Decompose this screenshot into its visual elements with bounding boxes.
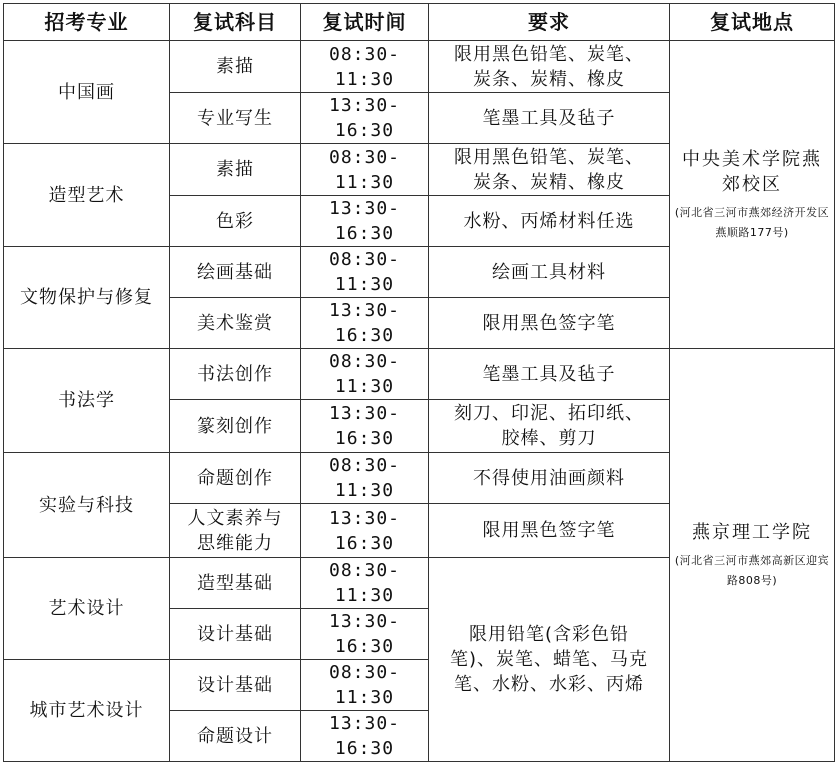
requirement-text: 绘画工具材料 <box>492 261 606 283</box>
subject-cell <box>170 504 301 558</box>
requirement-cell <box>429 349 670 400</box>
subject-text: 专业写生 <box>197 107 273 129</box>
subject-cell <box>170 711 301 762</box>
header-row <box>4 4 835 41</box>
time-cell: 08:30-11:30 <box>301 41 429 93</box>
subject-text: 色彩 <box>216 210 254 232</box>
subject-cell <box>170 144 301 196</box>
header-venue: 复试地点 <box>670 4 835 41</box>
requirement-text: 限用黑色铅笔、炭笔、炭条、炭精、橡皮 <box>454 43 644 90</box>
subject-text: 命题设计 <box>197 725 273 747</box>
subject-text: 造型基础 <box>197 572 273 594</box>
table-row <box>4 41 835 93</box>
subject-cell <box>170 400 301 453</box>
major-cell: 文物保护与修复 <box>4 247 170 349</box>
requirement-text: 限用黑色铅笔、炭笔、炭条、炭精、橡皮 <box>454 146 644 193</box>
subject-cell <box>170 558 301 609</box>
venue-address: (河北省三河市燕郊经济开发区燕顺路177号) <box>674 205 830 239</box>
requirement-cell <box>429 453 670 504</box>
time-cell: 08:30-11:30 <box>301 453 429 504</box>
venue-name: 中央美术学院燕郊校区 <box>682 148 822 195</box>
shared-requirement-cell <box>429 558 670 762</box>
requirement-cell <box>429 247 670 298</box>
header-time: 复试时间 <box>301 4 429 41</box>
time-cell: 08:30-11:30 <box>301 247 429 298</box>
time-cell: 08:30-11:30 <box>301 349 429 400</box>
major-cell: 实验与科技 <box>4 453 170 558</box>
subject-cell <box>170 453 301 504</box>
time-cell: 13:30-16:30 <box>301 400 429 453</box>
venue-address: (河北省三河市燕郊高新区迎宾路808号) <box>674 553 830 587</box>
subject-text: 素描 <box>216 159 254 180</box>
subject-cell <box>170 609 301 660</box>
subject-text: 绘画基础 <box>197 261 273 283</box>
time-cell: 13:30-16:30 <box>301 298 429 349</box>
requirement-text: 水粉、丙烯材料任选 <box>463 210 635 232</box>
requirement-text: 限用铅笔(含彩色铅笔)、炭笔、蜡笔、马克笔、水粉、水彩、丙烯 <box>449 624 649 695</box>
requirement-cell <box>429 41 670 93</box>
time-cell: 13:30-16:30 <box>301 711 429 762</box>
time-cell: 13:30-16:30 <box>301 504 429 558</box>
major-cell: 造型艺术 <box>4 144 170 247</box>
time-cell: 13:30-16:30 <box>301 93 429 144</box>
time-cell: 08:30-11:30 <box>301 558 429 609</box>
table-row <box>4 349 835 400</box>
subject-cell <box>170 247 301 298</box>
subject-cell <box>170 196 301 247</box>
requirement-text: 笔墨工具及毡子 <box>482 107 616 129</box>
subject-cell <box>170 41 301 93</box>
subject-cell <box>170 349 301 400</box>
subject-cell <box>170 660 301 711</box>
subject-text: 书法创作 <box>197 363 273 385</box>
time-cell: 08:30-11:30 <box>301 660 429 711</box>
requirement-cell <box>429 196 670 247</box>
subject-text: 命题创作 <box>197 467 273 489</box>
header-major: 招考专业 <box>4 4 170 41</box>
major-cell: 书法学 <box>4 349 170 453</box>
header-subject: 复试科目 <box>170 4 301 41</box>
requirement-text: 不得使用油画颜料 <box>473 467 625 489</box>
requirement-text: 限用黑色签字笔 <box>482 520 616 541</box>
venue-name: 燕京理工学院 <box>692 521 812 543</box>
subject-cell <box>170 93 301 144</box>
subject-text: 素描 <box>216 56 254 77</box>
subject-text: 美术鉴赏 <box>197 312 273 334</box>
requirement-cell <box>429 400 670 453</box>
exam-schedule-table <box>3 3 835 762</box>
requirement-text: 限用黑色签字笔 <box>482 312 616 334</box>
venue-cell-1 <box>670 41 835 349</box>
header-requirement: 要求 <box>429 4 670 41</box>
subject-text: 设计基础 <box>197 623 273 645</box>
requirement-cell <box>429 298 670 349</box>
subject-text: 篆刻创作 <box>197 415 273 437</box>
major-cell: 中国画 <box>4 41 170 144</box>
requirement-text: 刻刀、印泥、拓印纸、胶棒、剪刀 <box>454 403 644 449</box>
requirement-text: 笔墨工具及毡子 <box>482 363 616 385</box>
time-cell: 13:30-16:30 <box>301 609 429 660</box>
subject-cell <box>170 298 301 349</box>
time-cell: 13:30-16:30 <box>301 196 429 247</box>
requirement-cell <box>429 144 670 196</box>
requirement-cell <box>429 504 670 558</box>
subject-text: 人文素养与思维能力 <box>187 507 283 554</box>
venue-cell-2 <box>670 349 835 762</box>
requirement-cell <box>429 93 670 144</box>
major-cell: 城市艺术设计 <box>4 660 170 762</box>
time-cell: 08:30-11:30 <box>301 144 429 196</box>
major-cell: 艺术设计 <box>4 558 170 660</box>
subject-text: 设计基础 <box>197 674 273 696</box>
